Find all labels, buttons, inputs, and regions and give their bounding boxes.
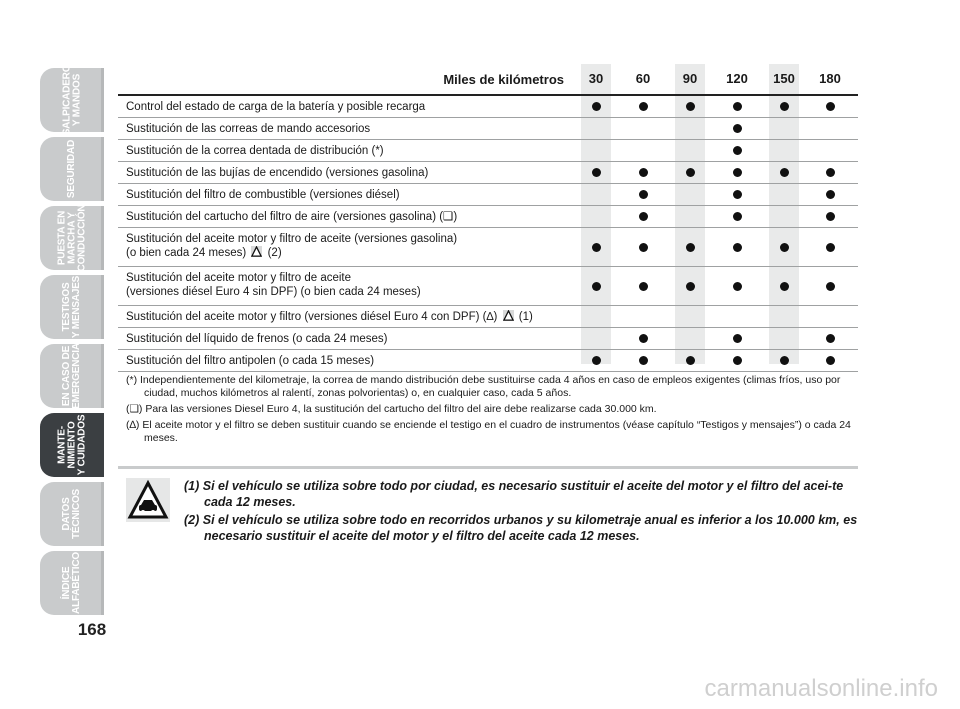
service-mark bbox=[733, 190, 742, 199]
service-mark bbox=[780, 168, 789, 177]
footnote: (❑) Para las versiones Diesel Euro 4, la sustitución del cartucho del filtro del aire debe realizarse cada 30.000 km. bbox=[126, 403, 657, 415]
row-label: Sustitución del filtro de combustible (versiones diésel) bbox=[126, 189, 400, 201]
watermark: carmanualsonline.info bbox=[704, 675, 938, 702]
service-mark bbox=[639, 168, 648, 177]
service-mark bbox=[733, 282, 742, 291]
service-mark bbox=[733, 212, 742, 221]
page-number: 168 bbox=[77, 620, 107, 639]
side-tab-label: MANTE- NIMIENTO Y CUIDADOS bbox=[55, 414, 87, 476]
side-tab-label: EN CASO DE EMERGENCIA bbox=[61, 343, 83, 409]
row-label: Sustitución del líquido de frenos (o cada 24 meses) bbox=[126, 333, 388, 345]
service-mark bbox=[733, 146, 742, 155]
service-mark bbox=[826, 356, 835, 365]
column-header: 180 bbox=[819, 71, 841, 86]
side-tab-label: SEGURIDAD bbox=[66, 139, 77, 199]
table-row bbox=[118, 162, 858, 184]
service-mark bbox=[780, 102, 789, 111]
side-tab[interactable] bbox=[40, 482, 104, 546]
row-label: Sustitución del aceite motor y filtro de aceite (versiones diésel Euro 4 sin DPF) (o bien cada 24 meses) bbox=[126, 272, 421, 298]
service-mark bbox=[592, 356, 601, 365]
side-tab-label: ÍNDICE ALFABÉTICO bbox=[60, 552, 82, 614]
warning-line: (2) Si el vehículo se utiliza sobre todo en recorridos urbanos y su kilometraje anual es inferior a los 10.000 km, es necesario sustituir el aceite del motor y el filtro del aceite cada 12 meses. bbox=[184, 513, 858, 543]
service-mark bbox=[592, 102, 601, 111]
service-mark bbox=[639, 190, 648, 199]
row-label: Sustitución del aceite motor y filtro (versiones diésel Euro 4 con DPF) (∆) (1) bbox=[126, 311, 533, 323]
table-row bbox=[118, 328, 858, 350]
service-mark bbox=[826, 334, 835, 343]
service-mark bbox=[826, 168, 835, 177]
service-mark bbox=[639, 282, 648, 291]
service-mark bbox=[780, 356, 789, 365]
warning-text bbox=[184, 478, 868, 546]
oil-warning-icon bbox=[251, 246, 262, 257]
warning-triangle-car-icon bbox=[126, 478, 170, 522]
service-mark bbox=[686, 356, 695, 365]
side-tab[interactable] bbox=[40, 275, 104, 339]
footnotes bbox=[126, 374, 866, 448]
service-mark bbox=[592, 243, 601, 252]
column-header: 120 bbox=[726, 71, 748, 86]
warning-line: (1) Si el vehículo se utiliza sobre todo por ciudad, es necesario sustituir el aceite del motor y el filtro del acei-te cada 12 meses. bbox=[184, 479, 844, 509]
side-tab-label: DATOS TÉCNICOS bbox=[60, 488, 82, 540]
row-label: Control del estado de carga de la batería y posible recarga bbox=[126, 101, 426, 113]
side-tab-label: TESTIGOS Y MENSAJES bbox=[60, 275, 82, 339]
table-row bbox=[118, 228, 858, 267]
service-mark bbox=[639, 334, 648, 343]
service-mark bbox=[733, 168, 742, 177]
side-tab[interactable] bbox=[40, 137, 104, 201]
service-mark bbox=[686, 168, 695, 177]
service-mark bbox=[639, 212, 648, 221]
service-mark bbox=[826, 190, 835, 199]
table-row bbox=[118, 140, 858, 162]
oil-warning-icon bbox=[503, 310, 514, 321]
row-label: Sustitución de las bujías de encendido (versiones gasolina) bbox=[126, 167, 429, 179]
table-header bbox=[118, 64, 858, 96]
service-mark bbox=[639, 243, 648, 252]
service-mark bbox=[733, 243, 742, 252]
service-mark bbox=[592, 282, 601, 291]
service-mark bbox=[780, 282, 789, 291]
side-tab[interactable] bbox=[40, 344, 104, 408]
table-row bbox=[118, 206, 858, 228]
service-mark bbox=[826, 282, 835, 291]
table-row bbox=[118, 118, 858, 140]
side-tabs bbox=[40, 64, 106, 620]
row-label: Sustitución del cartucho del filtro de aire (versiones gasolina) (❑) bbox=[126, 211, 458, 223]
header-label: Miles de kilómetros bbox=[443, 71, 564, 87]
table-row bbox=[118, 267, 858, 306]
side-tab[interactable] bbox=[40, 64, 104, 136]
service-mark bbox=[639, 102, 648, 111]
table-body bbox=[118, 96, 858, 372]
footnote: (*) Independientemente del kilometraje, la correa de mando distribución debe sustituirse cada 4 años en caso de empleos exigentes (climas fríos, uso por ciudad, muchos kilómetros al ralentí, zonas polvorientas) o, en cualquier caso, cada 5 años. bbox=[126, 374, 841, 399]
side-tab[interactable] bbox=[40, 551, 104, 615]
column-header: 90 bbox=[682, 71, 698, 86]
side-tab[interactable] bbox=[40, 206, 104, 270]
separator bbox=[118, 466, 858, 469]
service-mark bbox=[733, 356, 742, 365]
service-mark bbox=[733, 102, 742, 111]
service-mark bbox=[686, 102, 695, 111]
service-mark bbox=[639, 356, 648, 365]
service-mark bbox=[780, 243, 789, 252]
row-label: Sustitución de la correa dentada de distribución (*) bbox=[126, 145, 384, 157]
column-header: 60 bbox=[635, 71, 651, 86]
service-mark bbox=[592, 168, 601, 177]
row-label: Sustitución del aceite motor y filtro de aceite (versiones gasolina) (o bien cada 24 meses) (2) bbox=[126, 233, 458, 259]
row-label: Sustitución del filtro antipolen (o cada 15 meses) bbox=[126, 355, 375, 367]
service-mark bbox=[826, 212, 835, 221]
footnote: (∆) El aceite motor y el filtro se deben sustituir cuando se enciende el testigo en el cuadro de instrumentos (véase capítulo “Testigos y mensajes”) o cada 24 meses. bbox=[126, 419, 851, 444]
table-row bbox=[118, 184, 858, 206]
maintenance-table bbox=[118, 64, 858, 372]
service-mark bbox=[686, 282, 695, 291]
service-mark bbox=[733, 334, 742, 343]
row-label: Sustitución de las correas de mando accesorios bbox=[126, 123, 371, 135]
table-row bbox=[118, 350, 858, 372]
column-header: 30 bbox=[588, 71, 604, 86]
service-mark bbox=[826, 102, 835, 111]
side-tab-label: PUESTA EN MARCHA Y CONDUCCIÓN bbox=[56, 204, 88, 272]
column-header: 150 bbox=[773, 71, 795, 86]
table-row bbox=[118, 306, 858, 328]
side-tab[interactable] bbox=[40, 413, 104, 477]
service-mark bbox=[733, 124, 742, 133]
table-row bbox=[118, 96, 858, 118]
service-mark bbox=[826, 243, 835, 252]
side-tab-label: SALPICADERO Y MANDOS bbox=[61, 64, 82, 136]
service-mark bbox=[686, 243, 695, 252]
